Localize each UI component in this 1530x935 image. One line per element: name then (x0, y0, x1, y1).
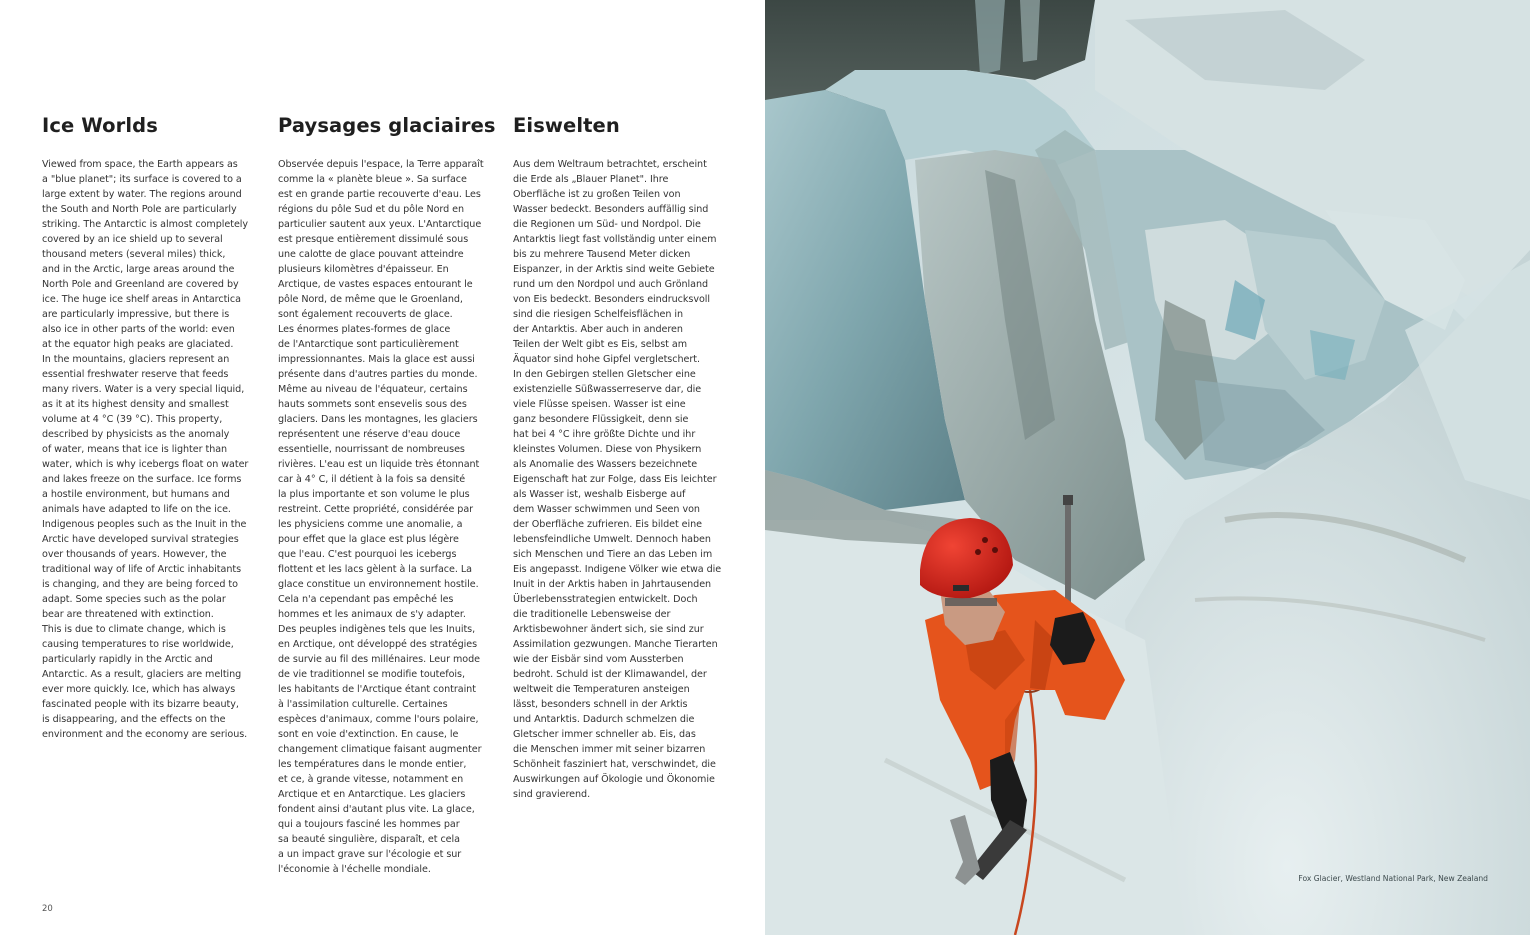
text-line: Überlebensstrategien entwickelt. Doch (513, 594, 698, 605)
text-line: Oberfläche ist zu großen Teilen von (513, 189, 681, 200)
text-line: die Regionen um Süd- und Nordpol. Die (513, 219, 701, 230)
text-line: Des peuples indigènes tels que les Inuits, (278, 624, 476, 635)
text-line: Assimilation gezwungen. Manche Tierarten (513, 639, 718, 650)
text-line: Auswirkungen auf Ökologie und Ökonomie (513, 774, 715, 785)
body-english (42, 157, 264, 742)
text-line: hat bei 4 °C ihre größte Dichte und ihr (513, 429, 696, 440)
text-line: présente dans d'autres parties du monde. (278, 369, 478, 380)
text-line: Eis angepasst. Indigene Völker wie etwa die (513, 564, 722, 575)
text-line: en Arctique, ont développé des stratégies (278, 639, 478, 650)
heading-german: Eiswelten (513, 114, 620, 137)
text-line: bis zu mehrere Tausend Meter dicken (513, 249, 691, 260)
text-line: von Eis bedeckt. Besonders eindrucksvoll (513, 294, 711, 305)
text-line: Arctique et en Antarctique. Les glaciers (278, 789, 466, 800)
text-line: rund um den Nordpol und auch Grönland (513, 279, 709, 290)
text-line: as it at its highest density and smallest (42, 399, 229, 410)
text-line: hommes et les animaux de s'y adapter. (278, 609, 466, 620)
text-line: comme la « planète bleue ». Sa surface (278, 174, 467, 185)
text-line: Wasser bedeckt. Besonders auffällig sind (513, 204, 709, 215)
text-line: a un impact grave sur l'écologie et sur (278, 849, 462, 860)
text-line: In the mountains, glaciers represent an (42, 354, 230, 365)
text-line: adapt. Some species such as the polar (42, 594, 226, 605)
text-line: of water, means that ice is lighter than (42, 444, 228, 455)
text-line: Inuit in der Arktis haben in Jahrtausenden (513, 579, 712, 590)
text-line: pôle Nord, de même que le Groenland, (278, 294, 463, 305)
text-line: This is due to climate change, which is (42, 624, 226, 635)
body-french (278, 157, 500, 877)
text-line: glaciers. Dans les montagnes, les glaciers (278, 414, 478, 425)
text-line: Eigenschaft hat zur Folge, dass Eis leichter (513, 474, 717, 485)
text-line: la plus importante et son volume le plus (278, 489, 470, 500)
text-line: North Pole and Greenland are covered by (42, 279, 239, 290)
text-line: Antarctic. As a result, glaciers are melting (42, 669, 242, 680)
text-line: Arctic have developed survival strategies (42, 534, 239, 545)
text-line: Eispanzer, in der Arktis sind weite Gebiete (513, 264, 715, 275)
text-line: de survie au fil des millénaires. Leur mode (278, 654, 480, 665)
text-line: are particularly impressive, but there is (42, 309, 230, 320)
text-line: In den Gebirgen stellen Gletscher eine (513, 369, 696, 380)
text-line: thousand meters (several miles) thick, (42, 249, 226, 260)
heading-english: Ice Worlds (42, 114, 158, 137)
column-french (278, 112, 500, 877)
text-line: ice. The huge ice shelf areas in Antarctica (42, 294, 241, 305)
text-line: Äquator sind hohe Gipfel vergletschert. (513, 354, 700, 365)
text-line: many rivers. Water is a very special liquid, (42, 384, 245, 395)
text-line: changement climatique faisant augmenter (278, 744, 482, 755)
text-line: représentent une réserve d'eau douce (278, 429, 461, 440)
text-line: sich Menschen und Tiere an das Leben im (513, 549, 713, 560)
text-line: Schönheit fasziniert hat, verschwindet, die (513, 759, 716, 770)
text-line: sind gravierend. (513, 789, 591, 800)
text-line: and lakes freeze on the surface. Ice forms (42, 474, 242, 485)
text-line: Les énormes plates-formes de glace (278, 324, 451, 335)
text-line: water, which is why icebergs float on water (42, 459, 249, 470)
text-line: flottent et les lacs gèlent à la surface. La (278, 564, 472, 575)
text-line: restreint. Cette propriété, considérée par (278, 504, 474, 515)
text-line: die Erde als „Blauer Planet". Ihre (513, 174, 669, 185)
text-line: weltweit die Temperaturen ansteigen (513, 684, 690, 695)
text-line: car à 4° C, il détient à la fois sa densité (278, 474, 466, 485)
text-line: ganz besondere Flüssigkeit, denn sie (513, 414, 689, 425)
text-line: described by physicists as the anomaly (42, 429, 230, 440)
text-line: pour effet que la glace est plus légère (278, 534, 459, 545)
text-line: a "blue planet"; its surface is covered to a (42, 174, 242, 185)
text-line: kleinstes Volumen. Diese von Physikern (513, 444, 702, 455)
text-line: over thousands of years. However, the (42, 549, 227, 560)
text-line: Arctique, de vastes espaces entourant le (278, 279, 473, 290)
text-line: animals have adapted to life on the ice. (42, 504, 231, 515)
text-line: Antarktis liegt fast vollständig unter einem (513, 234, 717, 245)
text-line: est presque entièrement dissimulé sous (278, 234, 469, 245)
text-line: the South and North Pole are particularly (42, 204, 237, 215)
text-line: der Oberfläche zufrieren. Eis bildet eine (513, 519, 703, 530)
text-line: und Antarktis. Dadurch schmelzen die (513, 714, 695, 725)
text-line: lässt, besonders schnell in der Arktis (513, 699, 688, 710)
text-line: der Antarktis. Aber auch in anderen (513, 324, 683, 335)
text-line: qui a toujours fasciné les hommes par (278, 819, 460, 830)
text-line: ever more quickly. Ice, which has always (42, 684, 236, 695)
text-line: sa beauté singulière, disparaît, et cela (278, 834, 460, 845)
text-line: Même au niveau de l'équateur, certains (278, 384, 468, 395)
text-line: à l'assimilation culturelle. Certaines (278, 699, 448, 710)
text-line: is disappearing, and the effects on the (42, 714, 226, 725)
text-line: Gletscher immer schneller ab. Eis, das (513, 729, 696, 740)
text-line: que l'eau. C'est pourquoi les icebergs (278, 549, 457, 560)
text-line: existenzielle Süßwasserreserve dar, die (513, 384, 702, 395)
text-line: les physiciens comme une anomalie, a (278, 519, 463, 530)
text-line: sont également recouverts de glace. (278, 309, 453, 320)
text-line: bear are threatened with extinction. (42, 609, 214, 620)
text-line: sont en voie d'extinction. En cause, le (278, 729, 459, 740)
text-line: et ce, à grande vitesse, notamment en (278, 774, 464, 785)
photo-illustration (765, 0, 1530, 935)
text-line: volume at 4 °C (39 °C). This property, (42, 414, 223, 425)
text-line: est en grande partie recouverte d'eau. Les (278, 189, 481, 200)
text-line: rivières. L'eau est un liquide très étonnant (278, 459, 480, 470)
text-line: impressionnantes. Mais la glace est aussi (278, 354, 475, 365)
text-line: sind die riesigen Schelfeisflächen in (513, 309, 684, 320)
text-line: fondent ainsi d'autant plus vite. La glace, (278, 804, 475, 815)
page-number: 20 (42, 904, 53, 914)
text-line: glace constitue un environnement hostile. (278, 579, 479, 590)
text-line: hauts sommets sont ensevelis sous des (278, 399, 467, 410)
text-line: Cela n'a cependant pas empêché les (278, 594, 454, 605)
text-line: Viewed from space, the Earth appears as (42, 159, 238, 170)
text-line: at the equator high peaks are glaciated. (42, 339, 234, 350)
text-line: de vie traditionnel se modifie toutefois, (278, 669, 465, 680)
text-line: als Anomalie des Wassers bezeichnete (513, 459, 698, 470)
text-line: Aus dem Weltraum betrachtet, erscheint (513, 159, 707, 170)
text-line: fascinated people with its bizarre beauty, (42, 699, 239, 710)
text-line: essentielle, nourrissant de nombreuses (278, 444, 465, 455)
column-german (513, 112, 735, 802)
text-line: traditional way of life of Arctic inhabitants (42, 564, 242, 575)
text-line: lebensfeindliche Umwelt. Dennoch haben (513, 534, 711, 545)
text-line: plusieurs kilomètres d'épaisseur. En (278, 264, 449, 275)
column-english (42, 112, 264, 742)
body-german (513, 157, 735, 802)
text-line: is changing, and they are being forced to (42, 579, 238, 590)
text-line: les habitants de l'Arctique étant contraint (278, 684, 476, 695)
heading-french: Paysages glaciaires (278, 114, 496, 137)
text-line: covered by an ice shield up to several (42, 234, 223, 245)
text-line: l'économie à l'échelle mondiale. (278, 864, 431, 875)
text-line: viele Flüsse speisen. Wasser ist eine (513, 399, 686, 410)
text-line: also ice in other parts of the world: even (42, 324, 235, 335)
text-line: régions du pôle Sud et du pôle Nord en (278, 204, 465, 215)
text-line: particularly rapidly in the Arctic and (42, 654, 213, 665)
text-line: environment and the economy are serious. (42, 729, 248, 740)
text-line: wie der Eisbär sind vom Aussterben (513, 654, 684, 665)
text-line: a hostile environment, but humans and (42, 489, 230, 500)
text-line: bedroht. Schuld ist der Klimawandel, der (513, 669, 707, 680)
text-line: Observée depuis l'espace, la Terre apparaît (278, 159, 484, 170)
text-line: large extent by water. The regions around (42, 189, 242, 200)
text-line: die traditionelle Lebensweise der (513, 609, 671, 620)
text-line: dem Wasser schwimmen und Seen von (513, 504, 700, 515)
text-line: striking. The Antarctic is almost completely (42, 219, 249, 230)
photo-caption: Fox Glacier, Westland National Park, New Zealand (1298, 874, 1488, 883)
text-line: particulier sautent aux yeux. L'Antarctique (278, 219, 482, 230)
text-line: als Wasser ist, weshalb Eisberge auf (513, 489, 686, 500)
text-line: de l'Antarctique sont particulièrement (278, 339, 459, 350)
text-line: Indigenous peoples such as the Inuit in the (42, 519, 247, 530)
glacier-photo (765, 0, 1530, 935)
text-line: and in the Arctic, large areas around the (42, 264, 235, 275)
text-line: causing temperatures to rise worldwide, (42, 639, 234, 650)
text-line: essential freshwater reserve that feeds (42, 369, 229, 380)
text-line: Teilen der Welt gibt es Eis, selbst am (513, 339, 688, 350)
text-line: les températures dans le monde entier, (278, 759, 467, 770)
text-line: espèces d'animaux, comme l'ours polaire, (278, 714, 479, 725)
text-line: une calotte de glace pouvant atteindre (278, 249, 464, 260)
text-line: Arktisbewohner ändert sich, sie sind zur (513, 624, 704, 635)
text-line: die Menschen immer mit seiner bizarren (513, 744, 706, 755)
